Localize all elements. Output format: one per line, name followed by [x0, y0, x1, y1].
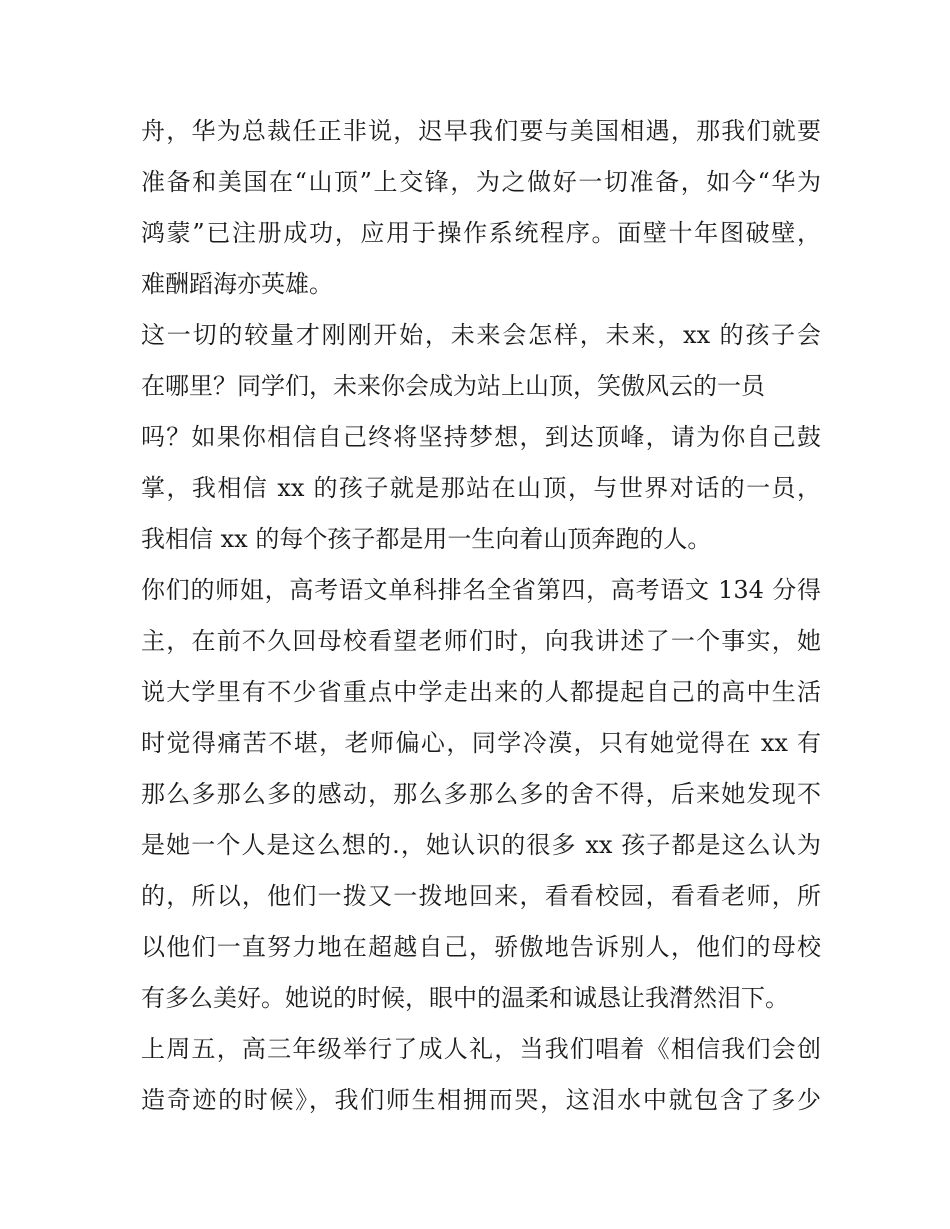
text-line: 我相信 xx 的每个孩子都是用一生向着山顶奔跑的人。 — [141, 525, 712, 553]
text-line: 那么多那么多的感动，那么多那么多的舍不得，后来她发现不 — [141, 780, 821, 808]
text-line: 在哪里？同学们，未来你会成为站上山顶，笑傲风云的一员 — [141, 372, 765, 400]
text-line: 以他们一直努力地在超越自己，骄傲地告诉别人，他们的母校 — [141, 933, 821, 961]
text-line: 造奇迹的时候》，我们师生相拥而哭，这泪水中就包含了多少 — [141, 1086, 821, 1114]
text-line: 上周五，高三年级举行了成人礼，当我们唱着《相信我们会创 — [141, 1035, 821, 1063]
text-line: 这一切的较量才刚刚开始，未来会怎样，未来，xx 的孩子会 — [141, 321, 821, 349]
text-line: 吗？如果你相信自己终将坚持梦想，到达顶峰，请为你自己鼓 — [141, 423, 821, 451]
text-line: 的，所以，他们一拨又一拨地回来，看看校园，看看老师，所 — [141, 882, 821, 910]
text-line: 有多么美好。她说的时候，眼中的温柔和诚恳让我潸然泪下。 — [141, 984, 789, 1012]
text-line: 说大学里有不少省重点中学走出来的人都提起自己的高中生活 — [141, 678, 821, 706]
text-line: 舟，华为总裁任正非说，迟早我们要与美国相遇，那我们就要 — [141, 117, 821, 145]
text-line: 你们的师姐，高考语文单科排名全省第四，高考语文 134 分得 — [141, 576, 821, 604]
text-line: 鸿蒙”已注册成功，应用于操作系统程序。面壁十年图破壁， — [141, 219, 821, 247]
text-line: 准备和美国在“山顶”上交锋，为之做好一切准备，如今“华为 — [141, 168, 821, 196]
text-line: 时觉得痛苦不堪，老师偏心，同学冷漠，只有她觉得在 xx 有 — [141, 729, 821, 757]
text-line: 难酬蹈海亦英雄。 — [141, 270, 333, 298]
text-line: 是她一个人是这么想的.，她认识的很多 xx 孩子都是这么认为 — [141, 831, 821, 859]
body-text — [141, 106, 821, 1126]
text-line: 掌，我相信 xx 的孩子就是那站在山顶，与世界对话的一员， — [141, 474, 821, 502]
text-line: 主，在前不久回母校看望老师们时，向我讲述了一个事实，她 — [141, 627, 821, 655]
